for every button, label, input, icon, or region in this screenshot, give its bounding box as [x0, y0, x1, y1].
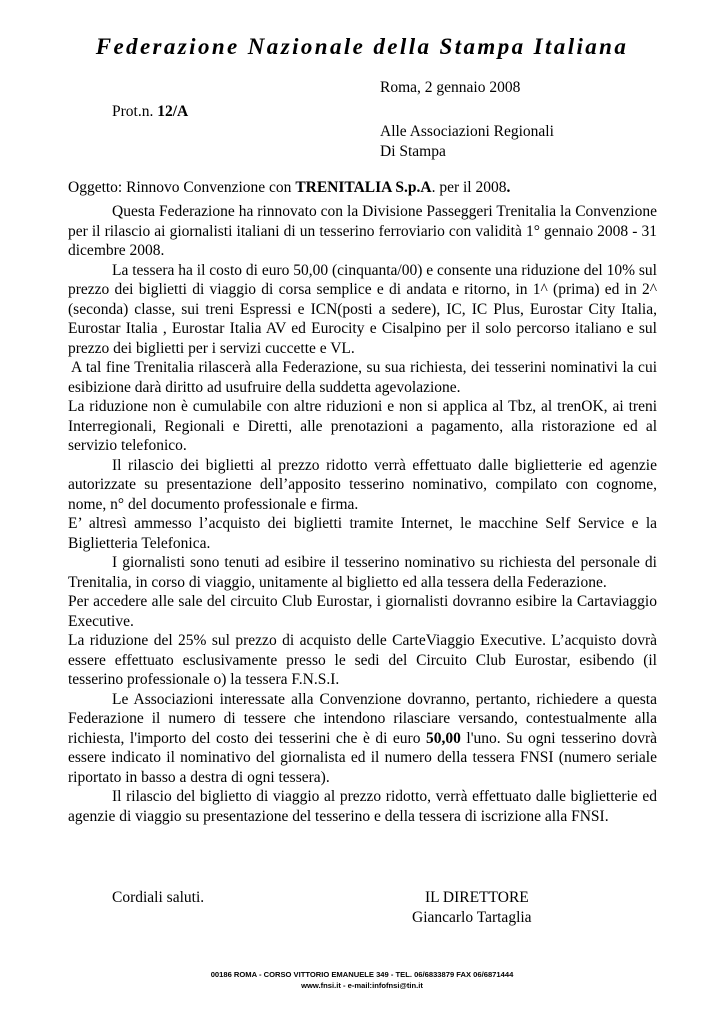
subject-company: TRENITALIA S.p.A — [295, 179, 432, 196]
subject-end: . — [506, 179, 511, 196]
protocol-number — [112, 102, 188, 121]
body-paragraph: E’ altresì ammesso l’acquisto dei biglietti tramite Internet, le macchine Self Service e la Biglietteria Telefonica. — [68, 515, 657, 552]
protocol-value: 12/A — [157, 103, 189, 120]
body-paragraph: Per accedere alle sale del circuito Club Eurostar, i giornalisti dovranno esibire la Cartaviaggio Executive. — [68, 593, 657, 630]
body-paragraph: Il rilascio del biglietto di viaggio al prezzo ridotto, verrà effettuato dalle biglietterie ed agenzie di viaggio su presentazione del tesserino e della tessera di iscrizione alla FNSI. — [68, 788, 657, 825]
body-paragraph: I giornalisti sono tenuti ad esibire il tesserino nominativo su richiesta del personale di Trenitalia, in corso di viaggio, unitamente al biglietto ed alla tessera della Federazione. — [68, 554, 657, 591]
protocol-label: Prot.n. — [112, 103, 154, 120]
recipient-block — [380, 122, 554, 161]
letterhead-title: Federazione Nazionale della Stampa Italiana — [95, 34, 629, 59]
subject-prefix: Oggetto: Rinnovo Convenzione con — [68, 179, 292, 196]
body-paragraph: La riduzione del 25% sul prezzo di acquisto delle CarteViaggio Executive. L’acquisto dovrà essere effettuato esclusivamente presso le sedi del Circuito Club Eurostar, esibendo (il tesserino professionale o) la tessera F.N.S.I. — [68, 632, 657, 688]
letter-body — [68, 202, 657, 826]
fee-text: Le Associazioni interessate alla Convenzione dovranno, pertanto, richiedere a questa Federazione il numero di tessere che intendono rilasciare versando, contestualmente alla richiesta, l'importo del costo dei tesserini che è di euro — [68, 690, 657, 747]
footer-contacts: www.fnsi.it - e-mail:infofnsi@tin.it — [301, 981, 423, 990]
signer-name: Giancarlo Tartaglia — [412, 909, 532, 926]
fee-amount: 50,00 — [426, 729, 461, 747]
recipient-line: Di Stampa — [380, 142, 446, 160]
body-paragraph — [68, 690, 657, 788]
subject-suffix: . per il 2008 — [431, 179, 507, 196]
closing-greeting: Cordiali saluti. — [112, 889, 205, 906]
signer-role: IL DIRETTORE — [425, 889, 529, 906]
subject-line — [68, 178, 510, 197]
fee-text-continued: l'uno. Su ogni tesserino dovrà essere indicato il nominativo del giornalista ed il numero della tessera FNSI (numero seriale riportato in basso a destra di ogni tessera). — [68, 729, 658, 786]
signature-block — [412, 888, 532, 928]
body-paragraph: Il rilascio dei biglietti al prezzo ridotto verrà effettuato dalle biglietterie ed agenzie autorizzate su presentazione dell’apposito tesserino nominativo, compilato con cognome, nome, n° del documento professionale e firma. — [68, 456, 657, 513]
letter-date: Roma, 2 gennaio 2008 — [380, 79, 521, 96]
body-paragraph: Questa Federazione ha rinnovato con la Divisione Passeggeri Trenitalia la Convenzione per il rilascio ai giornalisti italiani di un tesserino ferroviario con validità 1° gennaio 2008 - 31 dicembre 2008. — [68, 203, 657, 259]
letterhead-footer — [0, 969, 724, 991]
body-paragraph: La tessera ha il costo di euro 50,00 (cinquanta/00) e consente una riduzione del 10% sul prezzo dei biglietti di viaggio di corsa semplice e di andata e ritorno, in 1^ (prima) ed in 2^ (seconda) classe, sui treni Espressi e ICN(posti a sedere), IC, IC Plus, Eurostar City Italia, Eurostar Italia , Eurostar Italia AV ed Eurocity e Cisalpino per il solo percorso italiano e sul prezzo dei biglietti per i servizi cuccette e VL. — [68, 261, 657, 357]
body-paragraph: A tal fine Trenitalia rilascerà alla Federazione, su sua richiesta, dei tesserini nominativi la cui esibizione darà diritto ad usufruire della suddetta agevolazione. — [68, 359, 657, 396]
footer-address: 00186 ROMA - CORSO VITTORIO EMANUELE 349 - TEL. 06/6833879 FAX 06/6871444 — [210, 970, 514, 979]
body-paragraph: La riduzione non è cumulabile con altre riduzioni e non si applica al Tbz, al trenOK, ai treni Interregionali, Regionali e Diretti, alle prenotazioni a pagamento, alla ristorazione ed al servizio telefonico. — [68, 398, 657, 454]
recipient-line: Alle Associazioni Regionali — [380, 123, 554, 140]
